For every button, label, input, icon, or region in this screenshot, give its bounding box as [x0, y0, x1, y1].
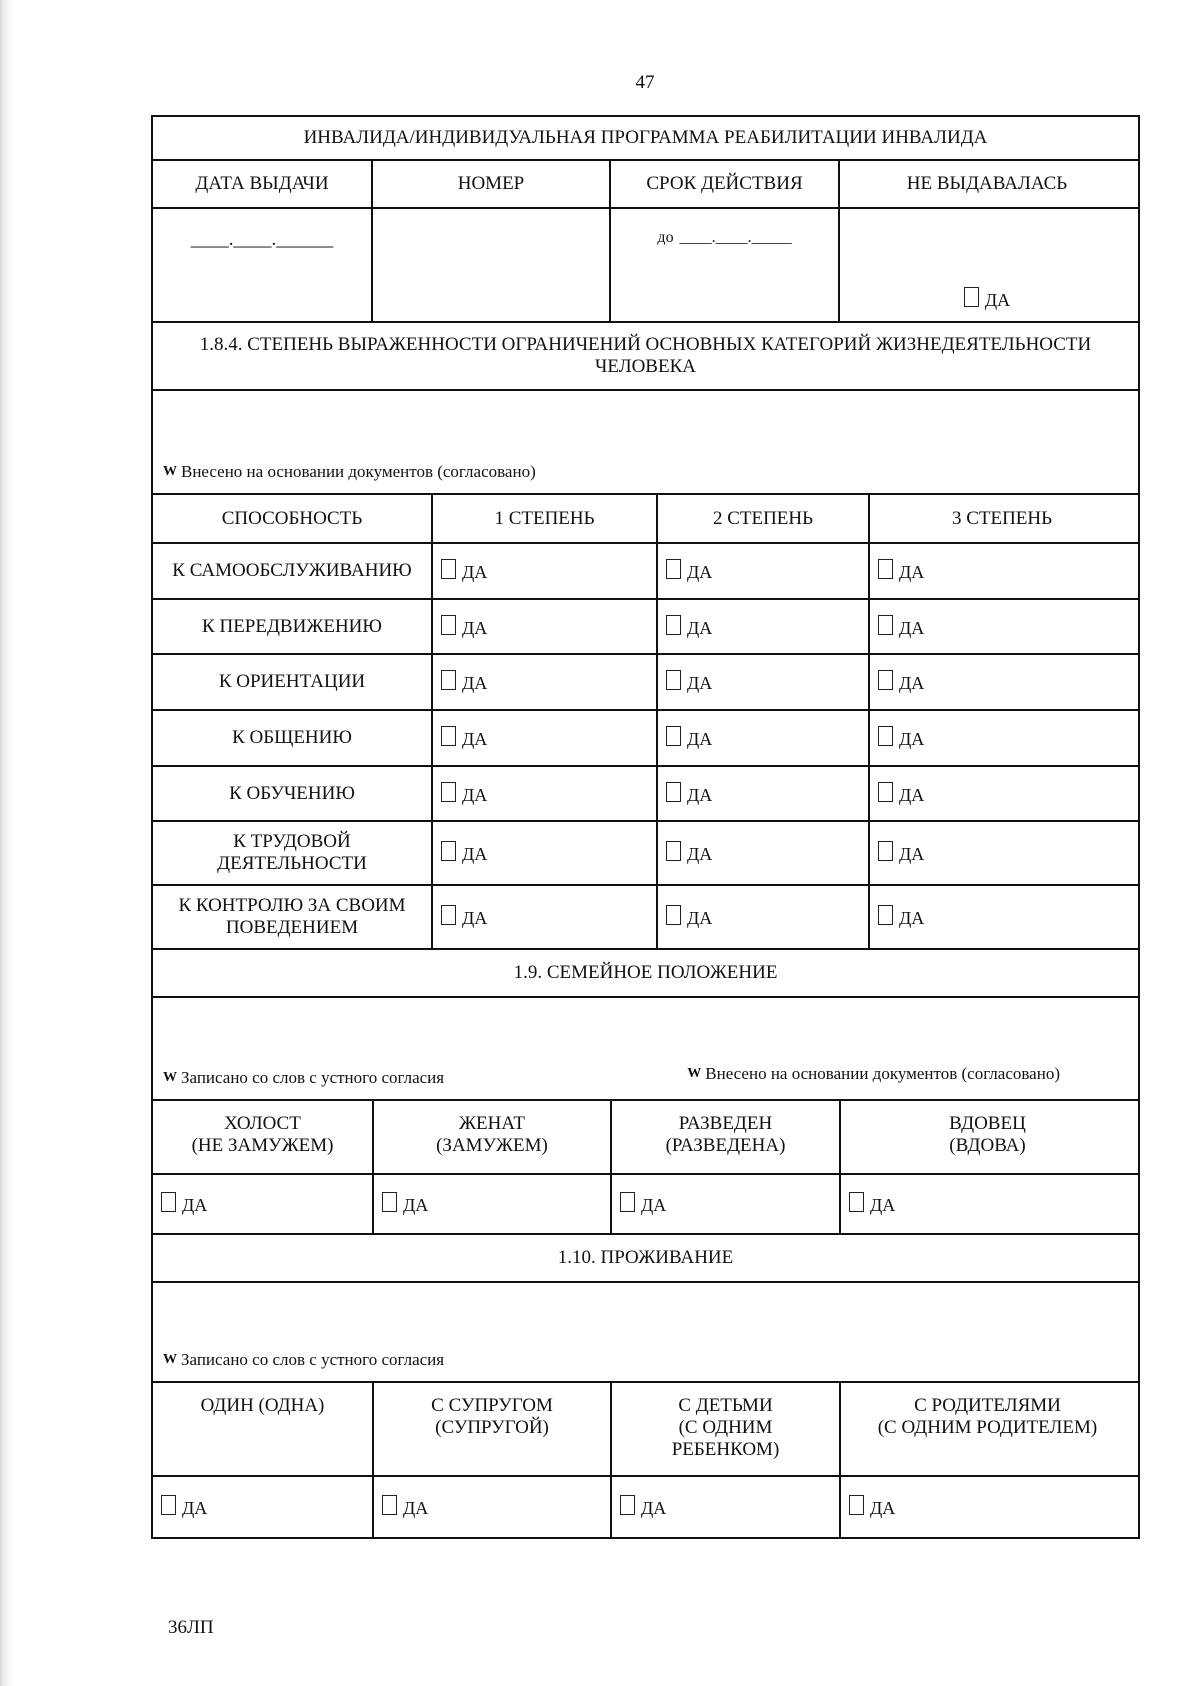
degree-2-checkbox[interactable] — [666, 841, 712, 865]
degree-1-cell — [431, 767, 656, 820]
checkbox-label: ДА — [899, 729, 925, 749]
ipr-header-validity: СРОК ДЕЙСТВИЯ — [609, 161, 838, 207]
family-note-documents — [687, 1063, 1060, 1085]
checkbox-label: ДА — [687, 729, 713, 749]
not-issued-checkbox[interactable] — [964, 287, 1010, 311]
ipr-value-row — [153, 207, 1138, 321]
ipr-header-date: ДАТА ВЫДАЧИ — [195, 173, 329, 194]
residence-header-line: С ДЕТЬМИ — [678, 1395, 773, 1416]
residence-note-text: Записано со слов с устного согласия — [181, 1350, 445, 1369]
checkbox-square-icon — [620, 1192, 635, 1212]
limitations-header-degree-2: 2 СТЕПЕНЬ — [656, 495, 868, 542]
degree-3-cell — [868, 655, 1134, 709]
checkbox-label: ДА — [870, 1498, 896, 1518]
checkbox-label: ДА — [687, 908, 713, 928]
limitations-row — [153, 542, 1138, 598]
checkbox-square-icon — [666, 905, 681, 925]
checkbox-label: ДА — [182, 1498, 208, 1518]
degree-3-checkbox[interactable] — [878, 782, 924, 806]
ability-label: К ПЕРЕДВИЖЕНИЮ — [202, 615, 382, 637]
checkbox-square-icon — [161, 1192, 176, 1212]
checkbox-square-icon — [666, 782, 681, 802]
family-header-4 — [839, 1101, 1134, 1173]
checkbox-square-icon — [441, 782, 456, 802]
note-marker-icon: W — [687, 1066, 702, 1081]
degree-3-checkbox[interactable] — [878, 615, 924, 639]
checkbox-label: ДА — [687, 784, 713, 805]
checkbox-label: ДА — [462, 729, 488, 749]
degree-1-cell — [431, 655, 656, 709]
checkbox-label: ДА — [899, 673, 925, 693]
family-checkbox-row — [153, 1173, 1138, 1233]
ipr-title: ИНВАЛИДА/ИНДИВИДУАЛЬНАЯ ПРОГРАММА РЕАБИЛИТАЦИИ ИНВАЛИДА — [303, 127, 988, 148]
residence-header-row — [153, 1381, 1138, 1475]
limitations-title-row — [153, 321, 1138, 389]
checkbox-square-icon — [878, 905, 893, 925]
degree-2-cell — [656, 600, 868, 653]
checkbox-label: ДА — [899, 908, 925, 928]
checkbox-square-icon — [666, 726, 681, 746]
checkbox-label: ДА — [687, 673, 713, 693]
residence-header-line: (С ОДНИМ РОДИТЕЛЕМ) — [877, 1417, 1098, 1438]
degree-2-checkbox[interactable] — [666, 782, 712, 806]
limitations-header-degree-1: 1 СТЕПЕНЬ — [431, 495, 656, 542]
checkbox-square-icon — [666, 559, 681, 579]
checkbox-label: ДА — [870, 1195, 896, 1215]
checkbox-square-icon — [878, 841, 893, 861]
checkbox-square-icon — [964, 287, 979, 307]
residence-header-line: С СУПРУГОМ — [431, 1395, 553, 1416]
checkbox-label: ДА — [462, 617, 488, 638]
family-header-line: (ВДОВА) — [949, 1135, 1026, 1156]
family-option-4-checkbox[interactable] — [849, 1192, 895, 1216]
checkbox-square-icon — [620, 1495, 635, 1515]
checkbox-label: ДА — [899, 784, 925, 805]
residence-option-2-checkbox[interactable] — [382, 1495, 428, 1519]
degree-3-checkbox[interactable] — [878, 841, 924, 865]
residence-header-1 — [153, 1383, 372, 1475]
residence-checkbox-row — [153, 1475, 1138, 1537]
checkbox-square-icon — [441, 841, 456, 861]
residence-note-area — [153, 1283, 1138, 1381]
residence-note — [163, 1349, 444, 1371]
validity-prefix: до — [657, 229, 674, 246]
family-note-oral — [163, 1067, 444, 1089]
family-title: 1.9. СЕМЕЙНОЕ ПОЛОЖЕНИЕ — [513, 962, 778, 983]
checkbox-square-icon — [441, 615, 456, 635]
family-checkbox-cell — [839, 1175, 1134, 1233]
form-frame — [151, 115, 1140, 1539]
degree-2-cell — [656, 655, 868, 709]
checkbox-label: ДА — [462, 784, 488, 805]
residence-header-line: ОДИН (ОДНА) — [200, 1395, 325, 1416]
degree-1-cell — [431, 886, 656, 948]
not-issued-label: ДА — [984, 290, 1011, 310]
family-header-row — [153, 1099, 1138, 1173]
limitations-rows — [153, 542, 1138, 948]
checkbox-label: ДА — [462, 562, 488, 582]
limitations-row — [153, 765, 1138, 820]
degree-1-cell — [431, 711, 656, 765]
residence-checkbox-cell — [153, 1477, 372, 1537]
family-title-row — [153, 948, 1138, 996]
issue-date-field[interactable] — [153, 209, 371, 321]
checkbox-label: ДА — [687, 844, 713, 864]
degree-1-cell — [431, 822, 656, 884]
family-option-1-checkbox[interactable] — [161, 1192, 207, 1216]
degree-1-checkbox[interactable] — [441, 905, 487, 929]
checkbox-label: ДА — [899, 844, 925, 864]
checkbox-square-icon — [666, 615, 681, 635]
checkbox-label: ДА — [462, 673, 488, 693]
degree-1-checkbox[interactable] — [441, 615, 487, 639]
checkbox-square-icon — [878, 726, 893, 746]
residence-header-3 — [610, 1383, 839, 1475]
checkbox-label: ДА — [403, 1195, 429, 1215]
degree-3-cell — [868, 544, 1134, 598]
not-issued-cell — [838, 209, 1134, 321]
degree-1-cell — [431, 544, 656, 598]
checkbox-square-icon — [382, 1495, 397, 1515]
residence-title: 1.10. ПРОЖИВАНИЕ — [557, 1247, 734, 1268]
residence-header-line: РЕБЕНКОМ) — [671, 1439, 780, 1460]
checkbox-square-icon — [441, 726, 456, 746]
family-note-area — [153, 998, 1138, 1099]
limitations-header-row — [153, 493, 1138, 542]
degree-2-cell — [656, 711, 868, 765]
degree-3-checkbox[interactable] — [878, 726, 924, 750]
ipr-title-row — [153, 115, 1138, 159]
degree-1-checkbox[interactable] — [441, 670, 487, 694]
checkbox-square-icon — [849, 1192, 864, 1212]
degree-2-cell — [656, 544, 868, 598]
degree-3-checkbox[interactable] — [878, 905, 924, 929]
degree-3-checkbox[interactable] — [878, 670, 924, 694]
issue-date-placeholder: ____.____.______ — [190, 229, 334, 250]
family-header-line: ЖЕНАТ — [458, 1113, 525, 1134]
degree-1-checkbox[interactable] — [441, 841, 487, 865]
degree-3-cell — [868, 822, 1134, 884]
checkbox-label: ДА — [641, 1195, 667, 1215]
degree-3-cell — [868, 711, 1134, 765]
note-marker-icon: W — [163, 1352, 177, 1367]
degree-1-cell — [431, 600, 656, 653]
family-header-line: ХОЛОСТ — [224, 1113, 301, 1134]
family-header-line: (ЗАМУЖЕМ) — [436, 1135, 548, 1156]
family-header-1 — [153, 1101, 372, 1173]
checkbox-square-icon — [441, 905, 456, 925]
limitations-note-text: Внесено на основании документов (согласовано) — [181, 462, 536, 481]
limitations-note — [163, 461, 536, 483]
ability-label: К САМООБСЛУЖИВАНИЮ — [172, 560, 412, 581]
note-marker-icon: W — [163, 1070, 177, 1085]
residence-header-2 — [372, 1383, 610, 1475]
checkbox-square-icon — [878, 782, 893, 802]
family-header-line: РАЗВЕДЕН — [678, 1113, 773, 1134]
residence-checkbox-cell — [372, 1477, 610, 1537]
limitations-note-row — [153, 389, 1138, 493]
family-checkbox-cell — [372, 1175, 610, 1233]
family-header-2 — [372, 1101, 610, 1173]
checkbox-square-icon — [878, 559, 893, 579]
validity-placeholder: ____.____._____ — [679, 229, 792, 246]
residence-header-line: (С ОДНИМ — [678, 1417, 773, 1438]
limitations-note-area — [153, 391, 1138, 493]
checkbox-square-icon — [161, 1495, 176, 1515]
limitations-row — [153, 598, 1138, 653]
checkbox-square-icon — [849, 1495, 864, 1515]
checkbox-square-icon — [666, 670, 681, 690]
residence-header-line: С РОДИТЕЛЯМИ — [914, 1395, 1061, 1416]
degree-1-checkbox[interactable] — [441, 726, 487, 750]
family-checkbox-cell — [153, 1175, 372, 1233]
degree-2-cell — [656, 886, 868, 948]
residence-option-1-checkbox[interactable] — [161, 1495, 207, 1519]
checkbox-square-icon — [878, 670, 893, 690]
degree-2-checkbox[interactable] — [666, 615, 712, 639]
checkbox-square-icon — [878, 615, 893, 635]
degree-3-cell — [868, 886, 1134, 948]
checkbox-label: ДА — [182, 1195, 208, 1215]
checkbox-square-icon — [441, 670, 456, 690]
family-option-3-checkbox[interactable] — [620, 1192, 666, 1216]
limitations-title: 1.8.4. СТЕПЕНЬ ВЫРАЖЕННОСТИ ОГРАНИЧЕНИЙ ОСНОВНЫХ КАТЕГОРИЙ ЖИЗНЕДЕЯТЕЛЬНОСТИ ЧЕЛОВЕКА — [199, 334, 1092, 377]
ability-label: К КОНТРОЛЮ ЗА СВОИМ ПОВЕДЕНИЕМ — [178, 895, 406, 938]
checkbox-square-icon — [441, 559, 456, 579]
family-note-row — [153, 996, 1138, 1099]
degree-2-checkbox[interactable] — [666, 905, 712, 929]
degree-3-checkbox[interactable] — [878, 559, 924, 583]
limitations-header-degree-3: 3 СТЕПЕНЬ — [868, 495, 1134, 542]
family-header-3 — [610, 1101, 839, 1173]
ipr-header-number: НОМЕР — [371, 161, 609, 207]
ability-label: К ТРУДОВОЙ ДЕЯТЕЛЬНОСТИ — [217, 831, 367, 874]
residence-header-4 — [839, 1383, 1134, 1475]
limitations-header-ability: СПОСОБНОСТЬ — [221, 507, 363, 529]
degree-1-checkbox[interactable] — [441, 782, 487, 806]
scan-edge — [0, 0, 14, 1686]
limitations-row — [153, 709, 1138, 765]
family-header-line: (НЕ ЗАМУЖЕМ) — [191, 1135, 334, 1156]
residence-checkbox-cell — [610, 1477, 839, 1537]
limitations-row — [153, 653, 1138, 709]
residence-option-3-checkbox[interactable] — [620, 1495, 666, 1519]
residence-header-line: (СУПРУГОЙ) — [435, 1417, 549, 1438]
note-marker-icon: W — [163, 464, 177, 479]
checkbox-label: ДА — [899, 562, 925, 582]
checkbox-label: ДА — [687, 562, 713, 582]
checkbox-label: ДА — [403, 1498, 429, 1518]
checkbox-square-icon — [382, 1192, 397, 1212]
checkbox-label: ДА — [687, 617, 713, 638]
family-option-2-checkbox[interactable] — [382, 1192, 428, 1216]
residence-checkbox-cell — [839, 1477, 1134, 1537]
degree-3-cell — [868, 767, 1134, 820]
limitations-row — [153, 820, 1138, 884]
degree-3-cell — [868, 600, 1134, 653]
residence-title-row — [153, 1233, 1138, 1281]
checkbox-square-icon — [666, 841, 681, 861]
checkbox-label: ДА — [899, 617, 925, 638]
ipr-header-row — [153, 159, 1138, 207]
validity-field[interactable] — [609, 209, 838, 321]
limitations-row — [153, 884, 1138, 948]
degree-1-checkbox[interactable] — [441, 559, 487, 583]
degree-2-cell — [656, 767, 868, 820]
ipr-header-not-issued: НЕ ВЫДАВАЛАСЬ — [838, 161, 1134, 207]
page-number: 47 — [635, 72, 655, 93]
family-checkbox-cell — [610, 1175, 839, 1233]
family-note-documents-text: Внесено на основании документов (согласовано) — [705, 1064, 1060, 1083]
residence-note-row — [153, 1281, 1138, 1381]
degree-2-cell — [656, 822, 868, 884]
footer-form-code: 36ЛП — [168, 1617, 214, 1638]
degree-2-checkbox[interactable] — [666, 670, 712, 694]
ability-label: К ОБУЧЕНИЮ — [229, 782, 355, 804]
ipr-number-field[interactable] — [371, 209, 609, 321]
checkbox-label: ДА — [641, 1498, 667, 1518]
family-note-oral-text: Записано со слов с устного согласия — [181, 1068, 445, 1087]
degree-2-checkbox[interactable] — [666, 726, 712, 750]
residence-option-4-checkbox[interactable] — [849, 1495, 895, 1519]
checkbox-label: ДА — [462, 908, 488, 928]
ability-label: К ОБЩЕНИЮ — [232, 727, 352, 748]
ability-label: К ОРИЕНТАЦИИ — [218, 671, 366, 692]
family-header-line: (РАЗВЕДЕНА) — [665, 1135, 786, 1156]
family-header-line: ВДОВЕЦ — [949, 1113, 1026, 1134]
checkbox-label: ДА — [462, 844, 488, 864]
degree-2-checkbox[interactable] — [666, 559, 712, 583]
